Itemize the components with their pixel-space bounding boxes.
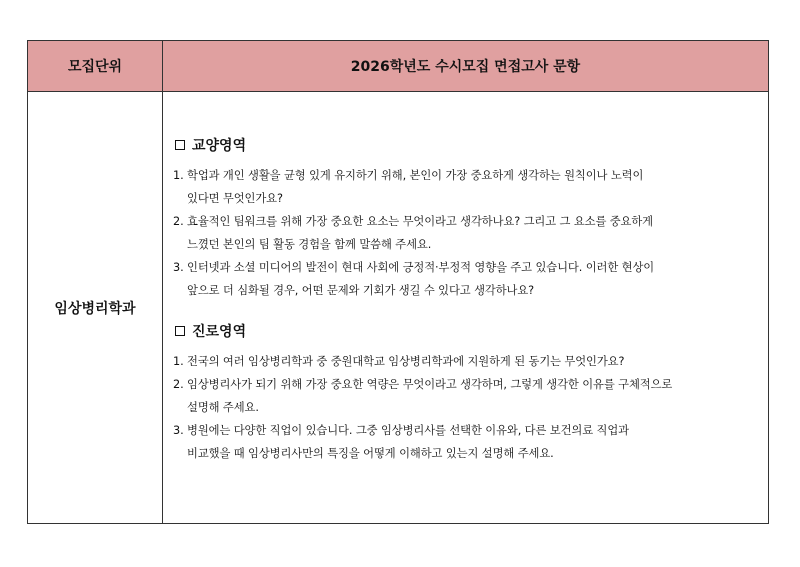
question-item — [173, 256, 762, 302]
question-text-continued: 앞으로 더 심화될 경우, 어떤 문제와 기회가 생길 수 있다고 생각하나요? — [187, 284, 535, 297]
checkbox-icon — [175, 326, 185, 336]
question-text-continued: 설명해 주세요. — [187, 401, 259, 414]
question-list — [173, 350, 762, 465]
section-career — [173, 322, 762, 465]
question-number: 3. — [173, 261, 184, 274]
header-title: 2026학년도 수시모집 면접고사 문항 — [163, 41, 769, 92]
table-header-row — [28, 41, 769, 92]
question-text-continued: 느꼈던 본인의 팀 활동 경험을 함께 말씀해 주세요. — [187, 238, 432, 251]
question-item — [173, 210, 762, 256]
section-title-text: 진로영역 — [192, 324, 247, 340]
question-text: 학업과 개인 생활을 균형 있게 유지하기 위해, 본인이 가장 중요하게 생각하는 원칙이나 노력이 — [187, 169, 644, 182]
question-number: 3. — [173, 424, 184, 437]
section-title — [175, 136, 762, 154]
section-general — [173, 136, 762, 302]
question-text: 임상병리사가 되기 위해 가장 중요한 역량은 무엇이라고 생각하며, 그렇게 생각한 이유를 구체적으로 — [187, 378, 673, 391]
table-body-row — [28, 92, 769, 524]
header-unit-label: 모집단위 — [28, 41, 163, 92]
checkbox-icon — [175, 140, 185, 150]
question-number: 1. — [173, 355, 184, 368]
interview-question-table — [27, 40, 769, 524]
unit-name: 임상병리학과 — [28, 92, 163, 524]
question-text-continued: 비교했을 때 임상병리사만의 특징을 어떻게 이해하고 있는지 설명해 주세요. — [187, 447, 554, 460]
question-list — [173, 164, 762, 302]
question-item — [173, 164, 762, 210]
question-text: 효율적인 팀워크를 위해 가장 중요한 요소는 무엇이라고 생각하나요? 그리고 그 요소를 중요하게 — [187, 215, 653, 228]
questions-container — [163, 92, 768, 465]
section-title-text: 교양영역 — [192, 138, 247, 154]
question-number: 2. — [173, 215, 184, 228]
question-number: 2. — [173, 378, 184, 391]
question-text-continued: 있다면 무엇인가요? — [187, 192, 283, 205]
question-item — [173, 373, 762, 419]
question-text: 병원에는 다양한 직업이 있습니다. 그중 임상병리사를 선택한 이유와, 다른 보건의료 직업과 — [187, 424, 629, 437]
section-title — [175, 322, 762, 340]
question-text: 인터넷과 소셜 미디어의 발전이 현대 사회에 긍정적·부정적 영향을 주고 있습니다. 이러한 현상이 — [187, 261, 655, 274]
questions-cell — [163, 92, 769, 524]
question-text: 전국의 여러 임상병리학과 중 중원대학교 임상병리학과에 지원하게 된 동기는 무엇인가요? — [187, 355, 625, 368]
question-item — [173, 419, 762, 465]
question-item — [173, 350, 762, 373]
question-number: 1. — [173, 169, 184, 182]
